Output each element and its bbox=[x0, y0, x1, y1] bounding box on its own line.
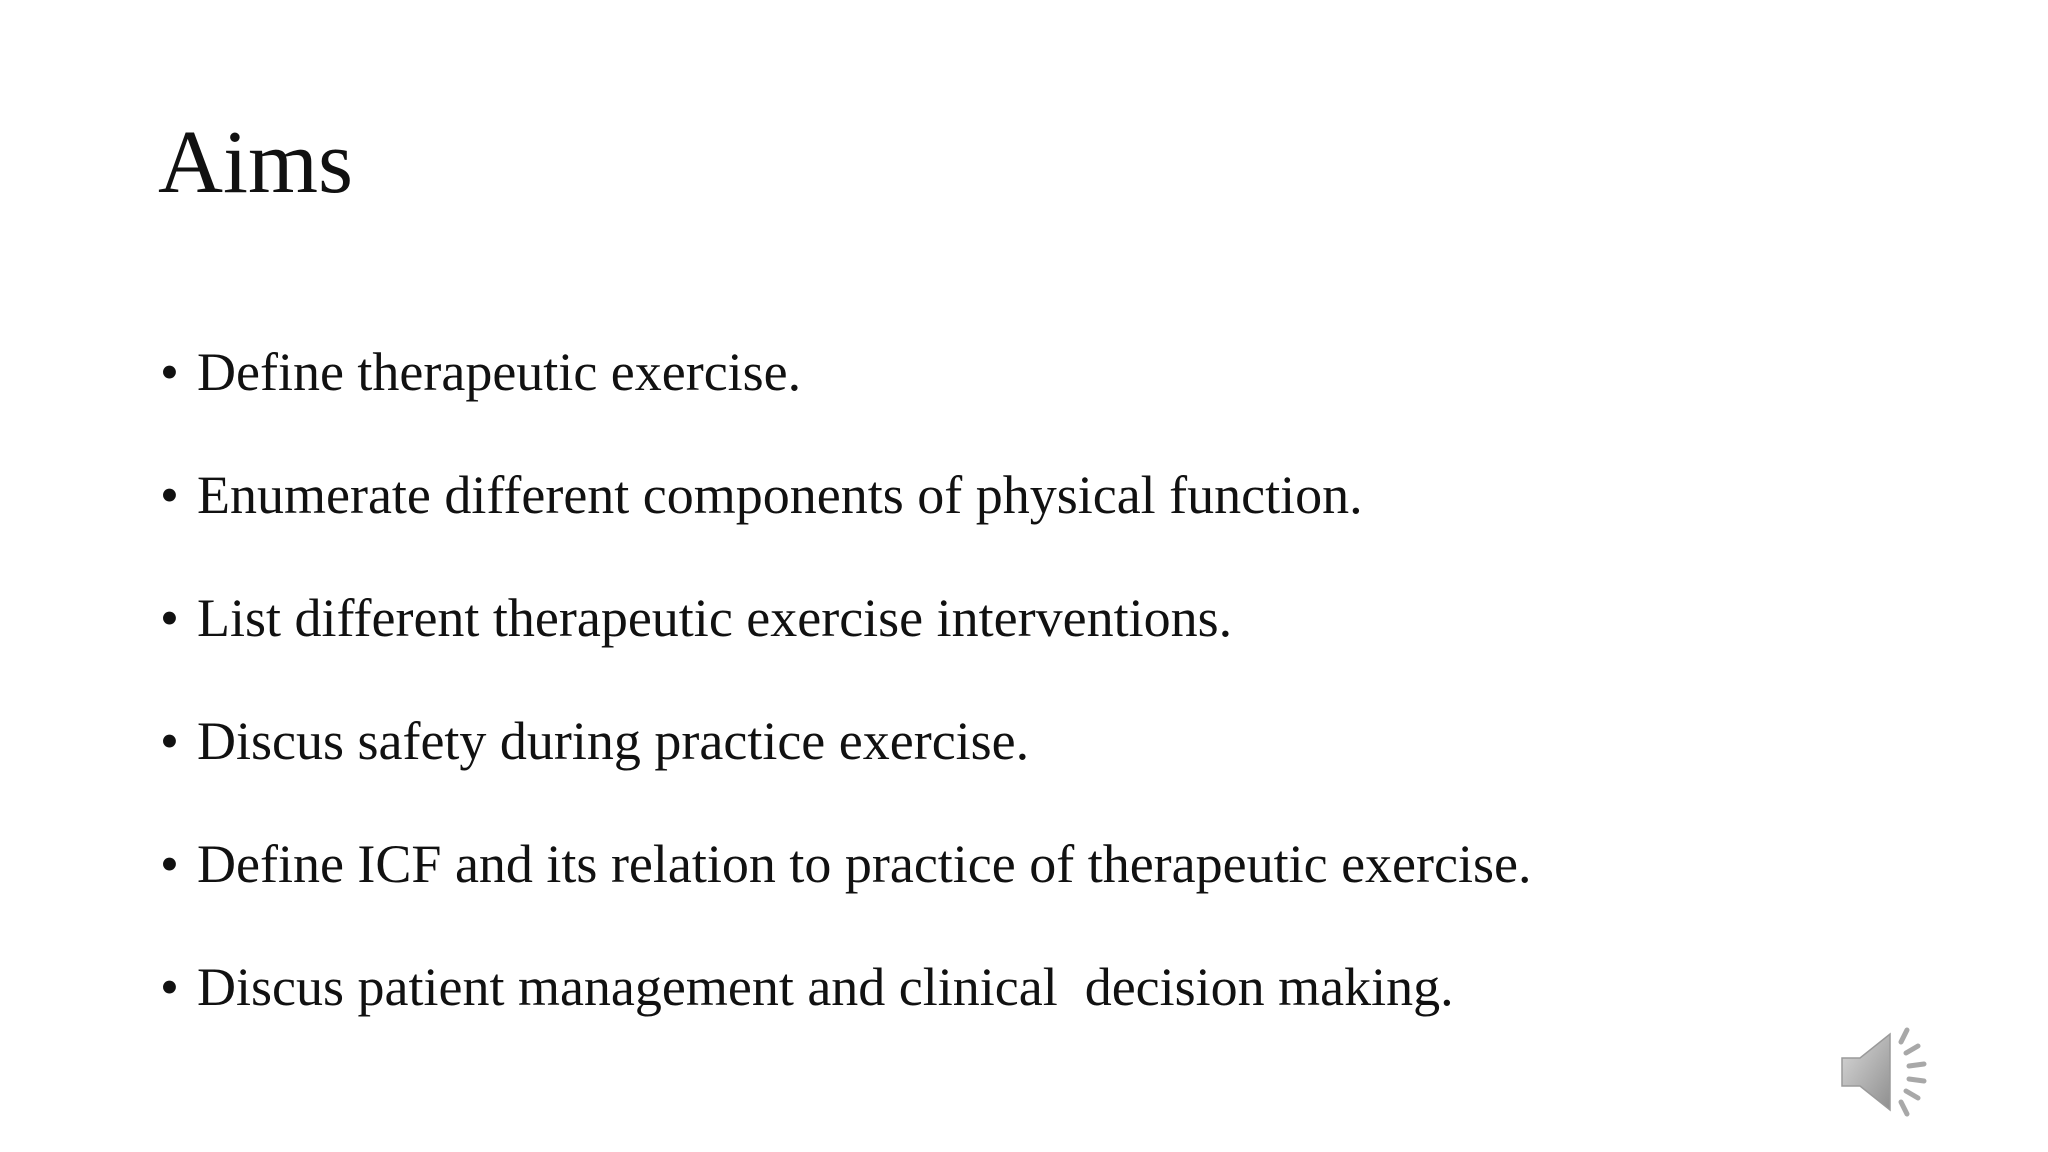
speaker-icon[interactable] bbox=[1838, 1024, 1942, 1120]
bullet-item bbox=[160, 834, 1940, 960]
bullet-item bbox=[160, 711, 1940, 837]
bullet-text: Enumerate different components of physical function. bbox=[197, 465, 1363, 525]
bullet-point: • bbox=[160, 711, 179, 771]
bullet-point: • bbox=[160, 588, 179, 648]
bullet-item bbox=[160, 957, 1940, 1083]
bullet-text: Define therapeutic exercise. bbox=[197, 342, 802, 402]
bullet-point: • bbox=[160, 465, 179, 525]
bullet-text: Define ICF and its relation to practice of therapeutic exercise. bbox=[197, 834, 1532, 894]
bullet-item bbox=[160, 588, 1940, 714]
bullet-point: • bbox=[160, 342, 179, 402]
bullet-list bbox=[160, 342, 1940, 1083]
slide-title: Aims bbox=[158, 113, 354, 212]
bullet-text: Discus patient management and clinical decision making. bbox=[197, 957, 1454, 1017]
bullet-item bbox=[160, 342, 1940, 468]
bullet-text: Discus safety during practice exercise. bbox=[197, 711, 1030, 771]
bullet-point: • bbox=[160, 957, 179, 1017]
bullet-text: List different therapeutic exercise interventions. bbox=[197, 588, 1233, 648]
bullet-point: • bbox=[160, 834, 179, 894]
bullet-item bbox=[160, 465, 1940, 591]
